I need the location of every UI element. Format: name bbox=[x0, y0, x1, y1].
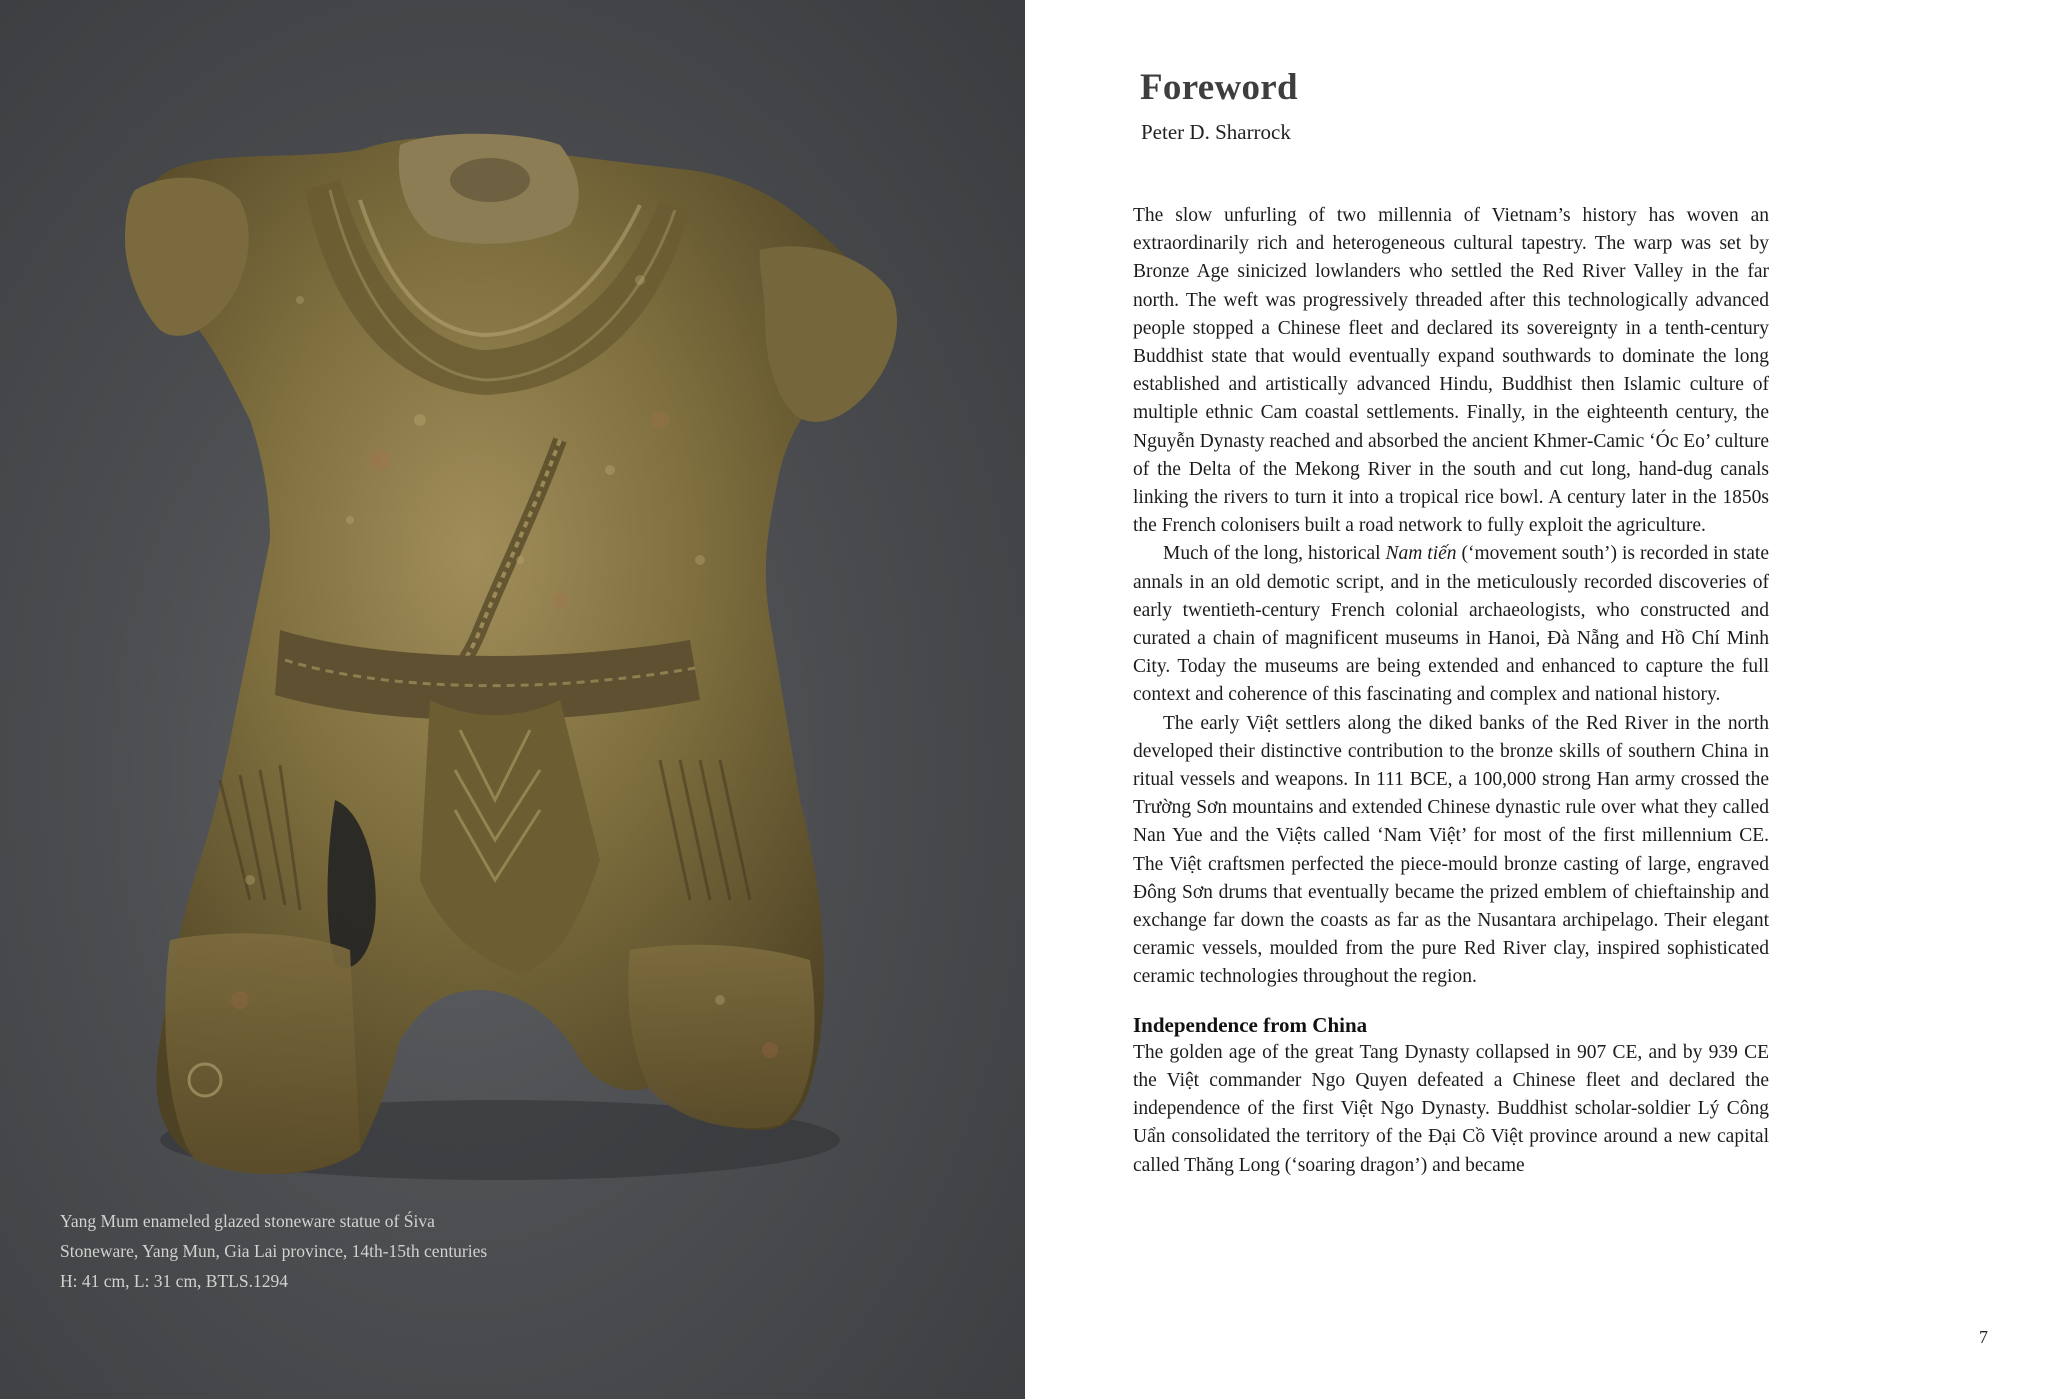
page-title: Foreword bbox=[1140, 67, 1298, 108]
caption-line-1: Yang Mum enameled glazed stoneware statue of Śiva bbox=[60, 1211, 435, 1231]
paragraph-2-start: Much of the long, historical bbox=[1163, 543, 1386, 565]
statue-legs bbox=[165, 933, 360, 1174]
paragraph-2-italic-term: Nam tiến bbox=[1385, 543, 1457, 565]
author-name: Peter D. Sharrock bbox=[1141, 120, 1291, 144]
photo-caption bbox=[60, 1206, 620, 1296]
section-heading: Independence from China bbox=[1133, 1012, 1368, 1037]
text-page bbox=[1025, 0, 2051, 1399]
caption-line-2: Stoneware, Yang Mun, Gia Lai province, 14th-15th centuries bbox=[60, 1241, 488, 1261]
photo-page bbox=[0, 0, 1025, 1399]
paragraph-3: The early Việt settlers along the diked banks of the Red River in the north developed their distinctive contribution to the bronze skills of southern China in ritual vessels and weapons. In 111 BCE, a 100,000 strong Han army crossed the Trường Sơn mountains and extended Chinese dynastic rule over what they called Nan Yue and the Việts called ‘Nam Việt’ for most of the first millennium CE. The Việt craftsmen perfected the piece-mould bronze casting of large, engraved Đông Sơn drums that eventually became the prized emblem of chieftainship and exchange far down the coasts as far as the Nusantara archipelago. Their elegant ceramic vessels, moulded from the pure Red River clay, inspired sophisticated ceramic technologies throughout the region. bbox=[1133, 712, 1769, 988]
caption-line-3: H: 41 cm, L: 31 cm, BTLS.1294 bbox=[60, 1271, 288, 1291]
page-number: 7 bbox=[1979, 1327, 1988, 1347]
paragraph-2-end: (‘movement south’) is recorded in state annals in an old demotic script, and in the meticulously recorded discoveries of early twentieth-century French colonial archaeologists, who constructed and curated a chain of magnificent museums in Hanoi, Đà Nẵng and Hồ Chí Minh City. Today the museums are being extended and enhanced to capture the full context and coherence of this fascinating and complex and national history. bbox=[1133, 543, 1769, 706]
article-body bbox=[1133, 202, 1769, 1180]
paragraph-2 bbox=[1133, 540, 1769, 709]
statue-photo bbox=[0, 0, 1025, 1399]
paragraph-1: The slow unfurling of two millennia of Vietnam’s history has woven an extraordinarily rich and heterogeneous cultural tapestry. The warp was set by Bronze Age sinicized lowlanders who settled the Red River Valley in the far north. The weft was progressively threaded after this technologically advanced people stopped a Chinese fleet and declared its sovereignty in a tenth-century Buddhist state that would eventually expand southwards to dominate the long established and artistically advanced Hindu, Buddhist then Islamic culture of multiple ethnic Cam coastal settlements. Finally, in the eighteenth century, the Nguyễn Dynasty reached and absorbed the ancient Khmer-Camic ‘Óc Eo’ culture of the Delta of the Mekong River in the south and cut long, hand-dug canals linking the rivers to turn it into a tropical rice bowl. A century later in the 1850s the French colonisers built a road network to fully exploit the agriculture. bbox=[1133, 205, 1769, 537]
paragraph-4: The golden age of the great Tang Dynasty collapsed in 907 CE, and by 939 CE the Việt commander Ngo Quyen defeated a Chinese fleet and declared the independence of the first Việt Ngo Dynasty. Buddhist scholar-soldier Lý Công Uẩn consolidated the territory of the Đại Cồ Việt province around a new capital called Thăng Long (‘soaring dragon’) and became bbox=[1133, 1041, 1769, 1176]
